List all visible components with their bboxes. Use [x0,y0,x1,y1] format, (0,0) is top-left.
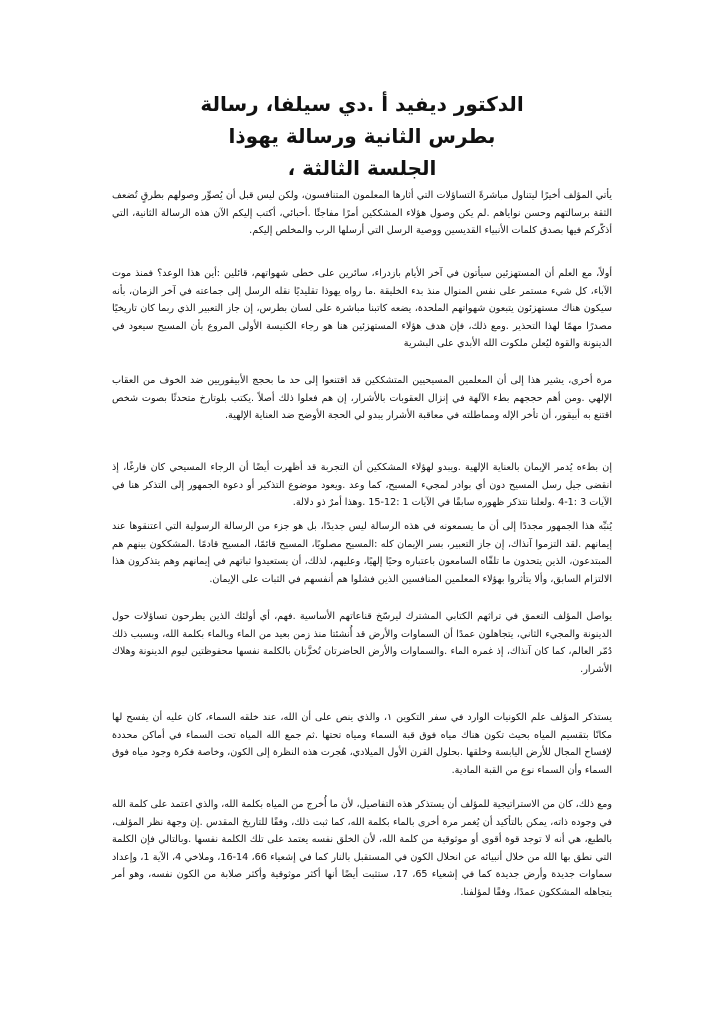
paragraph-5: يُنبِّه هذا الجمهور مجددًا إلى أن ما يسمعونه في هذه الرسالة ليس جديدًا، بل هو جزء من الرسالة الرسولية التي اعتنقوها عند إيمانهم .لقد التزموا آنذاك، إن جاز التعبير، بسر الإيمان كله :المسيح مصلوبًا، المسيح قائمًا، المسيح قادمًا .المشككون بينهم هم المبتدعون، الذين يتحدون ما تلقّاه السامعون باعتباره وحيًا إلهيًا، وعليهم، لذلك، أن يستعيدوا ثباتهم في إيمانهم وهم يتذكرون هذا الالتزام السابق، وألا يتأثروا بهؤلاء المعلمين المنافسين الذين فشلوا هم أنفسهم في الثبات على الإيمان. [112,521,612,585]
paragraph-8: ومع ذلك، كان من الاستراتيجية للمؤلف أن يستذكر هذه التفاصيل، لأن ما أُخرج من المياه بكلمة الله، والذي اعتمد على كلمة الله في وجوده ذاته، يمكن بالتأكيد أن يُغمر مرة أخرى بالماء بكلمة الله، كما ثبت ذلك، وفقًا للتاريخ المقدس .إن وجهة نظر المؤلف، بالطبع، هي أنه لا توجد قوة أقوى أو موثوقية من كلمة الله، لأن الخلق نفسه يعتمد على تلك الكلمة نفسها .وبالتالي فإن الكلمة التي نطق بها الله من خلال أنبيائه عن انحلال الكون في المستقبل بالنار كما في إشعياء 66، 14-16، وملاخي 4، الآية 1، وإعداد سماوات جديدة وأرض جديدة كما في إشعياء 65، 17، ستثبت أيضًا أنها أكثر موثوقية وأكثر صلابة من الكون نفسه، وهو أمر يتجاهله المشككون عمدًا، وفقًا لمؤلفنا. [112,799,612,898]
paragraph-6: يواصل المؤلف التعمق في تراثهم الكتابي المشترك ليرسّخ قناعاتهم الأساسية .فهم، أي أولئك الذين يطرحون تساؤلات حول الدينونة والمجيء الثاني، يتجاهلون عمدًا أن السماوات والأرض قد أُنشئتا منذ زمن بعيد من الماء وبالماء بكلمة الله، وبسبب ذلك دُمّر العالم، كما كان آنذاك، إذ غمره الماء .والسماوات والأرض الحاضرتان تُخزَّنان بالكلمة نفسها محفوظتين ليوم الدينونة وهلاك الأشرار. [112,611,612,675]
paragraph-2: أولاً، مع العلم أن المستهزئين سيأتون في آخر الأيام بازدراء، سائرين على خطى شهواتهم، قائلين :أين هذا الوعد؟ فمنذ موت الآباء، كل شيء مستمر على نفس المنوال منذ بدء الخليقة .ما رواه يهوذا تقليديًا نقله الرسل إلى جماعته في آخر الزمان، بأنه سيكون هناك مستهزئون يتبعون شهواتهم الملحدة، يضعه كاتبنا مباشرة على لسان بطرس، إن جاز التعبير الذي ربما كان تاريخيًا مصدرًا مهمًا لهذا التحذير .ومع ذلك، فإن هدف هؤلاء المستهزئين هنا هو رجاء الكنيسة الأولى المروع بأن المسيح سيعود في الدينونة والقوة ليُعلن ملكوت الله الأبدي على البشرية [112,268,612,350]
document-title [112,88,612,184]
title-line-3: الجلسة الثالثة ، [287,156,437,180]
title-line-2: بطرس الثانية ورسالة يهوذا [228,124,496,148]
paragraph-3: مرة أخرى، يشير هذا إلى أن المعلمين المسيحيين المتشككين قد اقتنعوا إلى حد ما بحجج الأبيقوريين ضد الخوف من العقاب الإلهي .ومن أهم حججهم بطء الآلهة في إنزال العقوبات بالأشرار، إن هم فعلوا ذلك أصلاً .يكتب بلوتارخ متحدثًا بصوت شخص اقتنع به أبيقور، أن تأخر الإله ومماطلته في معاقبة الأشرار يبدو لي الحجة الأوضح ضد العناية الإلهية. [112,375,612,422]
paragraph-1: يأتي المؤلف أخيرًا ليتناول مباشرةً التساؤلات التي أثارها المعلمون المتنافسون، ولكن ليس قبل أن يُصوِّر وصولهم بطرقٍ تُضعف الثقة برسالتهم وحسن نواياهم .لم يكن وصول هؤلاء المشككين أمرًا مفاجئًا .أحبائي، أكتب إليكم الآن هذه الرسالة الثانية، التي أذكّركم فيها بصدق كلمات الأنبياء القديسين ووصية الرسل التي أرسلها الرب والمخلص إليكم. [112,190,612,237]
paragraph-4: إن بطءه يُدمر الإيمان بالعناية الإلهية .ويبدو لهؤلاء المشككين أن التجربة قد أظهرت أيضًا أن الرجاء المسيحي كان فارغًا، إذ انقضى جيل رسل المسيح دون أي بوادر لمجيء المسيح، كما وعد .ويعود موضوع التذكير أو دعوة الجمهور إلى التذكر هنا في الآيات 3 :1-4 .ولعلنا نتذكر ظهوره سابقًا في الآيات 1 :12-15 .وهذا أمرٌ ذو دلالة. [112,462,612,509]
paragraph-7: يستذكر المؤلف علم الكونيات الوارد في سفر التكوين ١، والذي ينص على أن الله، عند خلقه السماء، كان عليه أن يفسح لها مكانًا بتقسيم المياه بحيث تكون هناك مياه فوق قبة السماء ومياه تحتها .ثم جمع الله المياه تحت السماء في أماكن محددة لإفساح المجال للأرض اليابسة وخلقها .بحلول القرن الأول الميلادي، هُجرت هذه النظرة إلى الكون، وخاصة فكرة وجود مياه فوق السماء وأن السماء نوع من القبة المادية. [112,712,612,776]
title-line-1: الدكتور ديفيد أ .دي سيلفا، رسالة [200,92,524,116]
